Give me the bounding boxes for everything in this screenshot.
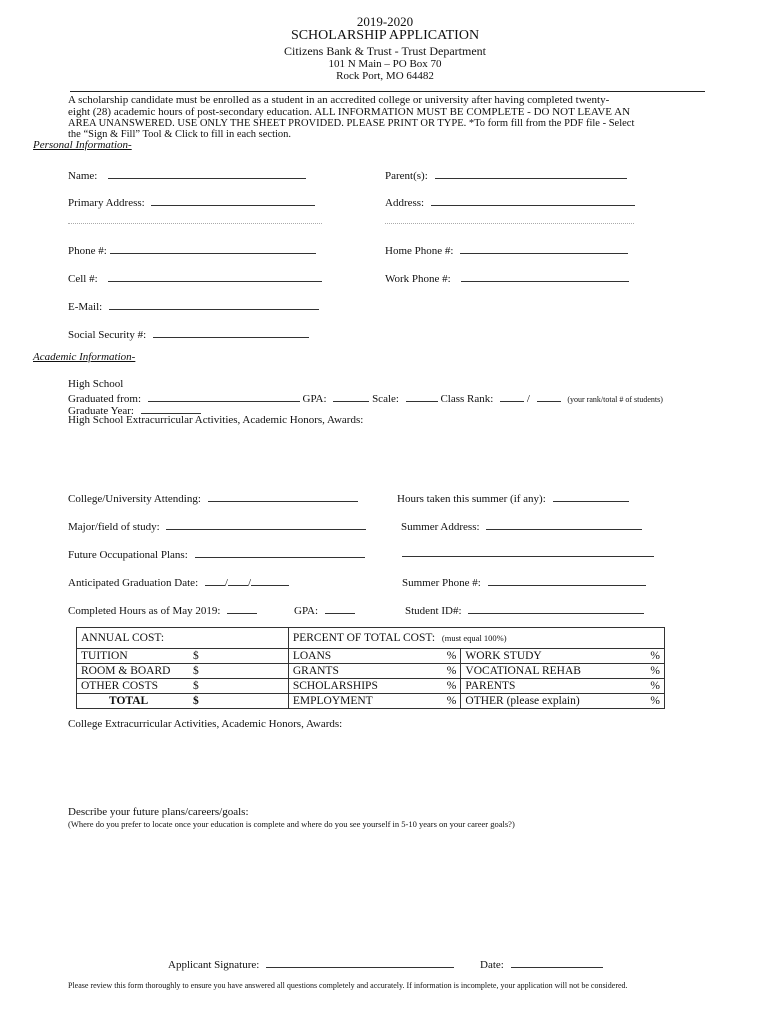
summer-address-row (401, 518, 642, 533)
email-row (68, 298, 319, 313)
percent-input[interactable]: % (635, 649, 664, 664)
scale-label: Scale: (372, 393, 399, 405)
source-cell: PARENTS (461, 679, 635, 694)
grad-year-field[interactable] (141, 402, 201, 414)
primary-address-label: Primary Address: (68, 197, 145, 209)
phone-row (68, 242, 316, 257)
cost-table (76, 627, 665, 709)
signature-label: Applicant Signature: (168, 959, 260, 971)
parents-label: Parent(s): (385, 170, 428, 182)
graduated-from-label: Graduated from: (68, 393, 141, 405)
summer-phone-field[interactable] (488, 574, 646, 586)
form-title: SCHOLARSHIP APPLICATION (290, 28, 480, 43)
class-total-field[interactable] (537, 390, 561, 402)
major-field[interactable] (166, 518, 366, 530)
hours-summer-row (397, 490, 629, 505)
major-label: Major/field of study: (68, 521, 160, 533)
table-row (77, 664, 665, 679)
college-label: College/University Attending: (68, 493, 201, 505)
summer-address-line-2[interactable] (402, 556, 654, 557)
address-line-1: 101 N Main – PO Box 70 (328, 58, 442, 70)
ssn-field[interactable] (153, 326, 309, 338)
work-phone-row (385, 270, 629, 285)
name-row (68, 167, 306, 182)
intro-line-4: the “Sign & Fill” Tool & Click to fill in each section. (68, 129, 292, 140)
hours-summer-label: Hours taken this summer (if any): (397, 493, 546, 505)
percent-input[interactable]: % (635, 694, 664, 709)
table-row (77, 649, 665, 664)
form-year: 2019-2020 (356, 14, 414, 29)
date-label: Date: (480, 959, 504, 971)
ssn-row (68, 326, 309, 341)
footer-note: Please review this form thoroughly to ensure you have answered all questions completely and accurately. If information is incomplete, your application will not be considered. (68, 981, 628, 990)
summer-phone-row (402, 574, 646, 589)
organization-name: Citizens Bank & Trust - Trust Department (283, 44, 486, 58)
phone-label: Phone #: (68, 245, 107, 257)
cost-cell[interactable] (77, 649, 289, 664)
dollar-sign: $ (193, 650, 199, 662)
intro-line-2: eight (28) academic hours of post-secondary education. ALL INFORMATION MUST BE COMPLETE - DO NOT LEAVE AN (68, 106, 631, 118)
grad-month-field[interactable] (205, 574, 225, 586)
home-phone-label: Home Phone #: (385, 245, 454, 257)
date-row (480, 956, 603, 971)
class-rank-label: Class Rank: (440, 393, 494, 405)
work-phone-label: Work Phone #: (385, 273, 451, 285)
goals-label: Describe your future plans/careers/goals: (68, 806, 249, 818)
grad-day-field[interactable] (228, 574, 248, 586)
scale-field[interactable] (406, 390, 438, 402)
cost-label: TUITION (81, 650, 128, 662)
address-line-2: Rock Port, MO 64482 (336, 70, 434, 82)
gpa-label: GPA: (302, 393, 327, 405)
home-phone-field[interactable] (460, 242, 628, 254)
source-cell: EMPLOYMENT (288, 694, 431, 709)
annual-cost-header: ANNUAL COST: (77, 628, 289, 649)
gpa-field[interactable] (333, 390, 369, 402)
goals-note: (Where do you prefer to locate once your education is complete and where do you see yourself in 5-10 years on your career goals?) (68, 819, 515, 829)
email-field[interactable] (109, 298, 319, 310)
primary-address-line-2[interactable] (68, 222, 322, 224)
anticipated-grad-label: Anticipated Graduation Date: (68, 577, 199, 589)
total-label: TOTAL (109, 695, 149, 707)
class-rank-field[interactable] (500, 390, 524, 402)
parents-row (385, 167, 627, 182)
percent-total-label: PERCENT OF TOTAL COST: (292, 632, 436, 644)
intro-line-3: AREA UNANSWERED. USE ONLY THE SHEET PROVIDED. PLEASE PRINT OR TYPE. *To form fill from the PDF file - Select (68, 118, 635, 129)
future-plans-row (68, 546, 365, 561)
email-label: E-Mail: (68, 301, 103, 313)
home-phone-row (385, 242, 628, 257)
student-id-label: Student ID#: (405, 605, 462, 617)
completed-hours-label: Completed Hours as of May 2019: (68, 605, 221, 617)
hs-activities-label: High School Extracurricular Activities, Academic Honors, Awards: (68, 414, 364, 426)
summer-phone-label: Summer Phone #: (402, 577, 481, 589)
cost-label: OTHER COSTS (81, 680, 158, 692)
anticipated-grad-row (68, 574, 289, 589)
dollar-sign: $ (193, 695, 199, 707)
college-activities-label: College Extracurricular Activities, Academic Honors, Awards: (68, 718, 343, 730)
address-label: Address: (385, 197, 425, 209)
percent-input[interactable]: % (431, 694, 460, 709)
source-cell: WORK STUDY (461, 649, 635, 664)
date-separator-1: / (224, 577, 228, 589)
grad-year-field-2[interactable] (251, 574, 289, 586)
summer-address-field[interactable] (486, 518, 642, 530)
cell-row (68, 270, 322, 285)
must-equal-note: (must equal 100%) (441, 633, 507, 643)
class-rank-note: (your rank/total # of students) (567, 395, 663, 404)
graduated-from-field[interactable] (148, 390, 300, 402)
percent-input[interactable]: % (635, 664, 664, 679)
academic-info-heading: Academic Information- (33, 351, 136, 363)
address-line-2-field[interactable] (385, 222, 634, 224)
date-field[interactable] (511, 956, 603, 968)
student-id-field[interactable] (468, 602, 644, 614)
hours-summer-field[interactable] (553, 490, 629, 502)
future-plans-field[interactable] (195, 546, 365, 558)
cost-cell[interactable] (77, 664, 289, 679)
work-phone-field[interactable] (461, 270, 629, 282)
date-separator-2: / (247, 577, 251, 589)
summer-address-label: Summer Address: (401, 521, 480, 533)
dollar-sign: $ (193, 665, 199, 677)
gpa2-label: GPA: (294, 605, 319, 617)
percent-input[interactable]: % (431, 664, 460, 679)
parents-field[interactable] (435, 167, 627, 179)
source-cell: LOANS (288, 649, 431, 664)
signature-row (168, 956, 454, 971)
table-row (77, 679, 665, 694)
percent-input[interactable]: % (635, 679, 664, 694)
cost-label: ROOM & BOARD (81, 665, 171, 677)
source-cell: VOCATIONAL REHAB (461, 664, 635, 679)
signature-field[interactable] (266, 956, 454, 968)
personal-info-heading: Personal Information- (33, 139, 132, 151)
name-label: Name: (68, 170, 98, 182)
percent-total-header (288, 628, 664, 649)
percent-input[interactable]: % (431, 679, 460, 694)
intro-line-1: A scholarship candidate must be enrolled as a student in an accredited college or university after having completed twenty- (68, 94, 610, 106)
completed-hours-row (68, 602, 257, 617)
phone-field[interactable] (110, 242, 316, 254)
future-plans-label: Future Occupational Plans: (68, 549, 188, 561)
college-field[interactable] (208, 490, 358, 502)
college-row (68, 490, 358, 505)
grad-year-label: Graduate Year: (68, 405, 134, 417)
gpa2-field[interactable] (325, 602, 355, 614)
cost-cell[interactable] (77, 694, 289, 709)
gpa2-row (294, 602, 355, 617)
class-rank-slash: / (526, 393, 530, 405)
primary-address-field[interactable] (151, 194, 315, 206)
high-school-label: High School (68, 378, 124, 390)
header-divider (70, 91, 705, 92)
cell-field[interactable] (108, 270, 322, 282)
source-cell: GRANTS (288, 664, 431, 679)
ssn-label: Social Security #: (68, 329, 147, 341)
address-field[interactable] (431, 194, 635, 206)
dollar-sign: $ (193, 680, 199, 692)
name-field[interactable] (108, 167, 306, 179)
major-row (68, 518, 366, 533)
student-id-row (405, 602, 644, 617)
address-row (385, 194, 635, 209)
source-cell: SCHOLARSHIPS (288, 679, 431, 694)
cell-label: Cell #: (68, 273, 98, 285)
primary-address-row (68, 194, 315, 209)
source-cell: OTHER (please explain) (461, 694, 635, 709)
table-row (77, 694, 665, 709)
cost-cell[interactable] (77, 679, 289, 694)
completed-hours-field[interactable] (227, 602, 257, 614)
percent-input[interactable]: % (431, 649, 460, 664)
